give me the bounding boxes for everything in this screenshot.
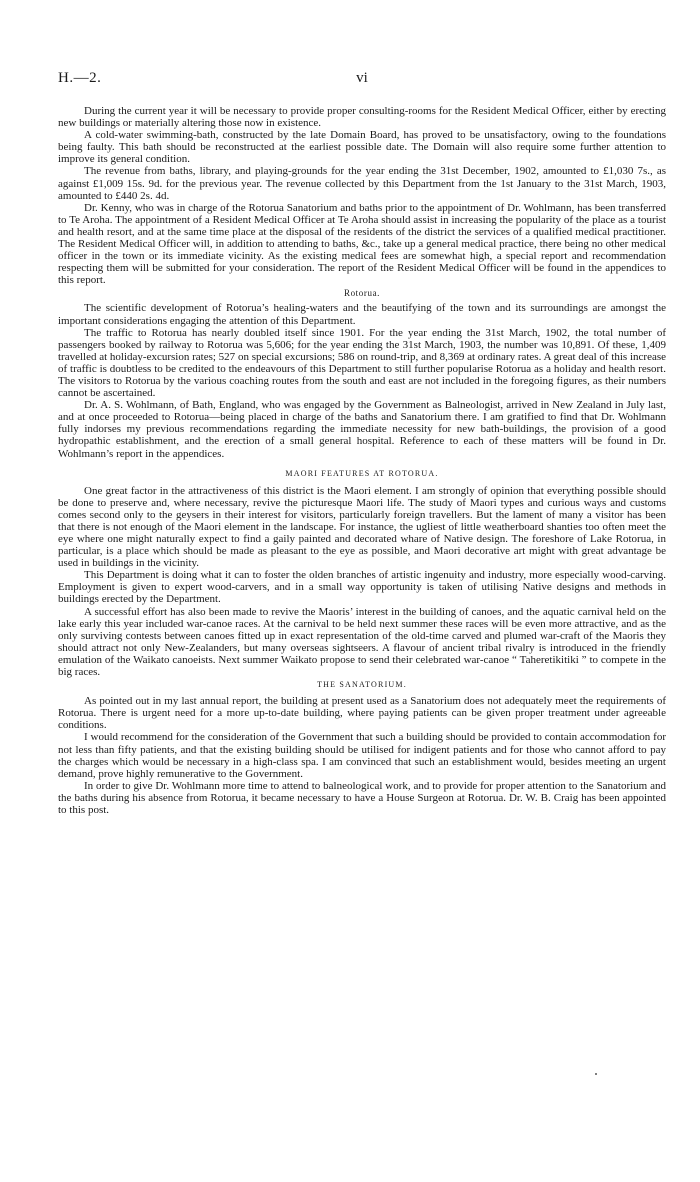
page-number: vi bbox=[356, 70, 368, 86]
paragraph: In order to give Dr. Wohlmann more time to attend to balneological work, and to provide for proper attention to the Sanatorium and the baths during his absence from Rotorua, it became necessary to have a House Surgeon at Rotorua. Dr. W. B. Craig has been appointed to this post. bbox=[58, 779, 666, 816]
paragraph: A cold-water swimming-bath, constructed by the late Domain Board, has proved to be unsatisfactory, owing to the foundations being faulty. This bath should be reconstructed at the earliest possible date. The Domain will also require some further attention to improve its general condition. bbox=[58, 129, 666, 166]
document-reference: H.—2. bbox=[58, 70, 102, 86]
paragraph: This Department is doing what it can to foster the olden branches of artistic ingenuity and industry, more especially wood-carving. Employment is given to expert wood-carvers, and in a small way opportunity is taken of utilising Native designs and methods in buildings erected by the Department. bbox=[58, 569, 666, 606]
section-heading-rotorua: Rotorua. bbox=[343, 288, 381, 299]
paragraph: The scientific development of Rotorua’s healing-waters and the beautifying of the town and its surroundings are amongst the important considerations engaging the attention of this Department. bbox=[58, 302, 666, 327]
paragraph: Dr. Kenny, who was in charge of the Rotorua Sanatorium and baths prior to the appointment of Dr. Wohlmann, has been transferred to Te Aroha. The appointment of a Resident Medical Officer at Te Aroha should assist in increasing the popularity of the place as a tourist and health resort, and at the same time place at the disposal of the residents of the district the services of a qualified medical practitioner. The Resident Medical Officer will, in addition to attending to baths, &c., take up a general medical practice, there being no other medical officer in the town or its immediate vicinity. As the existing medical fees are somewhat high, a special report and recommendation respecting them will be submitted for your consideration. The report of the Resident Medical Officer will be found in the appendices to this report. bbox=[58, 201, 666, 287]
document-page bbox=[58, 70, 666, 816]
paragraph: During the current year it will be necessary to provide proper consulting-rooms for the Resident Medical Officer, either by erecting new buildings or materially altering those now in existence. bbox=[58, 105, 666, 130]
paragraph: I would recommend for the consideration of the Government that such a building should be provided to contain accommodation for not less than fifty patients, and that the existing building should be utilised for indigent patients and for those who cannot afford to pay the charges which would be necessary in a high-class spa. I am convinced that such an establishment would, besides meeting an urgent demand, prove highly remunerative to the Government. bbox=[58, 731, 666, 780]
paragraph: The revenue from baths, library, and playing-grounds for the year ending the 31st December, 1902, amounted to £1,030 7s., as against £1,009 15s. 9d. for the previous year. The revenue collected by this Department from the 1st January to the 31st March, 1903, amounted to £440 2s. 4d. bbox=[58, 165, 666, 202]
paragraph: The traffic to Rotorua has nearly doubled itself since 1901. For the year ending the 31st March, 1902, the total number of passengers booked by railway to Rotorua was 5,606; for the year ending the 31st March, 1903, the number was 10,891. Of these, 1,409 travelled at holiday-excursion rates; 527 on special excursions; 586 on round-trip, and 8,369 at ordinary rates. A great deal of this increase of traffic is doubtless to be credited to the endeavours of this Department to still further popularise Rotorua as a holiday and health resort. The visitors to Rotorua by the various coaching routes from the south and east are not included in the foregoing figures, as their numbers cannot be ascertained. bbox=[58, 326, 666, 400]
paragraph: A successful effort has also been made to revive the Maoris’ interest in the building of canoes, and the aquatic carnival held on the lake early this year included war-canoe races. At the carnival to be held next summer these races will be even more attractive, and as the only surviving contests between canoes fitted up in exact representation of the old-time carved and plumed war-craft of the Maoris they should attract not only New-Zealanders, but many overseas sightseers. A flavour of ancient tribal rivalry is introduced in the friendly emulation of the Waikato canoeists. Next summer Waikato propose to send their celebrated war-canoe “ Taheretikitiki ” to compete in the big races. bbox=[58, 605, 666, 679]
paragraph: As pointed out in my last annual report, the building at present used as a Sanatorium does not adequately meet the requirements of Rotorua. There is urgent need for a more up-to-date building, where paying patients can be given proper treatment under agreeable conditions. bbox=[58, 695, 666, 732]
section-heading-maori-features: MAORI FEATURES AT ROTORUA. bbox=[285, 468, 439, 478]
section-heading-sanatorium: THE SANATORIUM. bbox=[317, 680, 407, 690]
paragraph: Dr. A. S. Wohlmann, of Bath, England, who was engaged by the Government as Balneologist, arrived in New Zealand in July last, and at once proceeded to Rotorua—being placed in charge of the baths and Sanatorium there. I am gratified to find that Dr. Wohlmann fully indorses my previous recommendations regarding the immediate necessity for new bath-buildings, the provision of a good hydropathic establishment, and the erection of a small general hospital. Reference to each of these matters will be found in Dr. Wohlmann’s report in the appendices. bbox=[58, 399, 666, 460]
page-header bbox=[58, 70, 666, 98]
paragraph: One great factor in the attractiveness of this district is the Maori element. I am strongly of opinion that everything possible should be done to preserve and, where necessary, revive the picturesque Maori life. The study of Maori types and curious ways and customs comes second only to the geysers in their interest for visitors, particularly foreign travellers. But the lament of many a visitor has been that there is not enough of the Maori element in the landscape. For instance, the ugliest of little weatherboard shanties too often meet the eye where one might naturally expect to find a gaily painted and decorated whare of Native design. The foreshore of Lake Rotorua, in particular, is a place which should be made as pleasant to the eye as possible, and Maori decorative art might with great advantage be used in buildings in the vicinity. bbox=[58, 484, 666, 570]
print-speck bbox=[595, 1073, 597, 1075]
